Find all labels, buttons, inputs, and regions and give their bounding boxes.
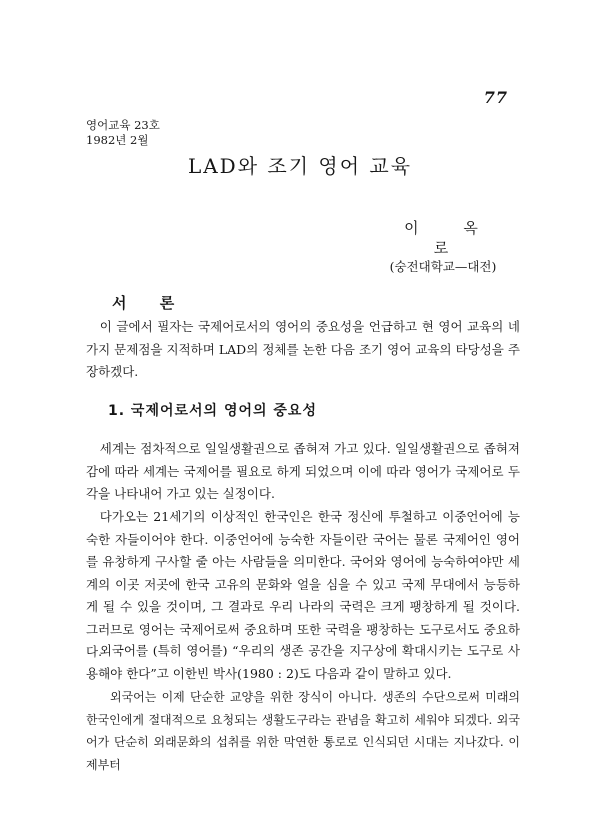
page-number: 77 <box>483 88 508 107</box>
author-affiliation: (숭전대학교—대전) <box>389 259 497 274</box>
section1-paragraph-2: 다가오는 21세기의 이상적인 한국인은 한국 정신에 투철하고 이중언어에 능숙한 자들이어야 한다. 이중언어에 능숙한 자들이란 국어는 물론 국제어인 영어를 유창하게 구사할 줄 아는 사람들을 의미한다. 국어와 영어에 능숙하여야만 세계의 이곳 저곳에 한국 고유의 문화와 얼을 심을 수 있고 국제 무대에서 능등하게 될 수 있을 것이며, 그 결과로 우리 나라의 국력은 크게 팽창하게 될 것이다. 그러므로 영어는 국제어로써 중요하며 또한 국력을 팽창하는 도구로서도 중요하다. <box>86 509 520 659</box>
section1-paragraph-3: 외국어를 (특히 영어를) “우리의 생존 공간을 지구상에 확대시키는 도구로 사용해야 한다”고 이한빈 박사(1980 : 2)도 다음과 같이 말하고 있다. <box>86 643 520 681</box>
section1-heading: 1. 국제어로서의 영어의 중요성 <box>108 403 317 419</box>
journal-issue: 영어교육 23호 <box>86 118 160 132</box>
intro-heading: 서 론 <box>112 294 189 312</box>
journal-info <box>86 118 160 148</box>
intro-paragraph: 이 글에서 필자는 국제어로서의 영어의 중요성을 언급하고 현 영어 교육의 네가지 문제점을 지적하며 LAD의 정체를 논한 다음 조기 영어 교육의 타당성을 주장하겠다. <box>86 319 520 379</box>
article-title: LAD와 조기 영어 교육 <box>187 154 413 178</box>
block-quote: 외국어는 이제 단순한 교양을 위한 장식이 아니다. 생존의 수단으로써 미래의 한국인에게 절대적으로 요청되는 생활도구라는 관념을 확고히 세워야 되겠다. 외국어가 단순히 외래문화의 섭취를 위한 막연한 통로로 인식되던 시대는 지나갔다. 이제부터 <box>86 690 520 772</box>
author-name: 이 옥 로 <box>404 219 498 257</box>
author-block <box>368 218 518 276</box>
section1-paragraph-1: 세계는 점차적으로 일일생활권으로 좁혀져 가고 있다. 일일생활권으로 좁혀져 감에 따라 세계는 국제어를 필요로 하게 되었으며 이에 따라 영어가 국제어로 두각을 나타내어 가고 있는 실정이다. <box>86 441 520 501</box>
journal-date: 1982년 2월 <box>86 133 149 147</box>
